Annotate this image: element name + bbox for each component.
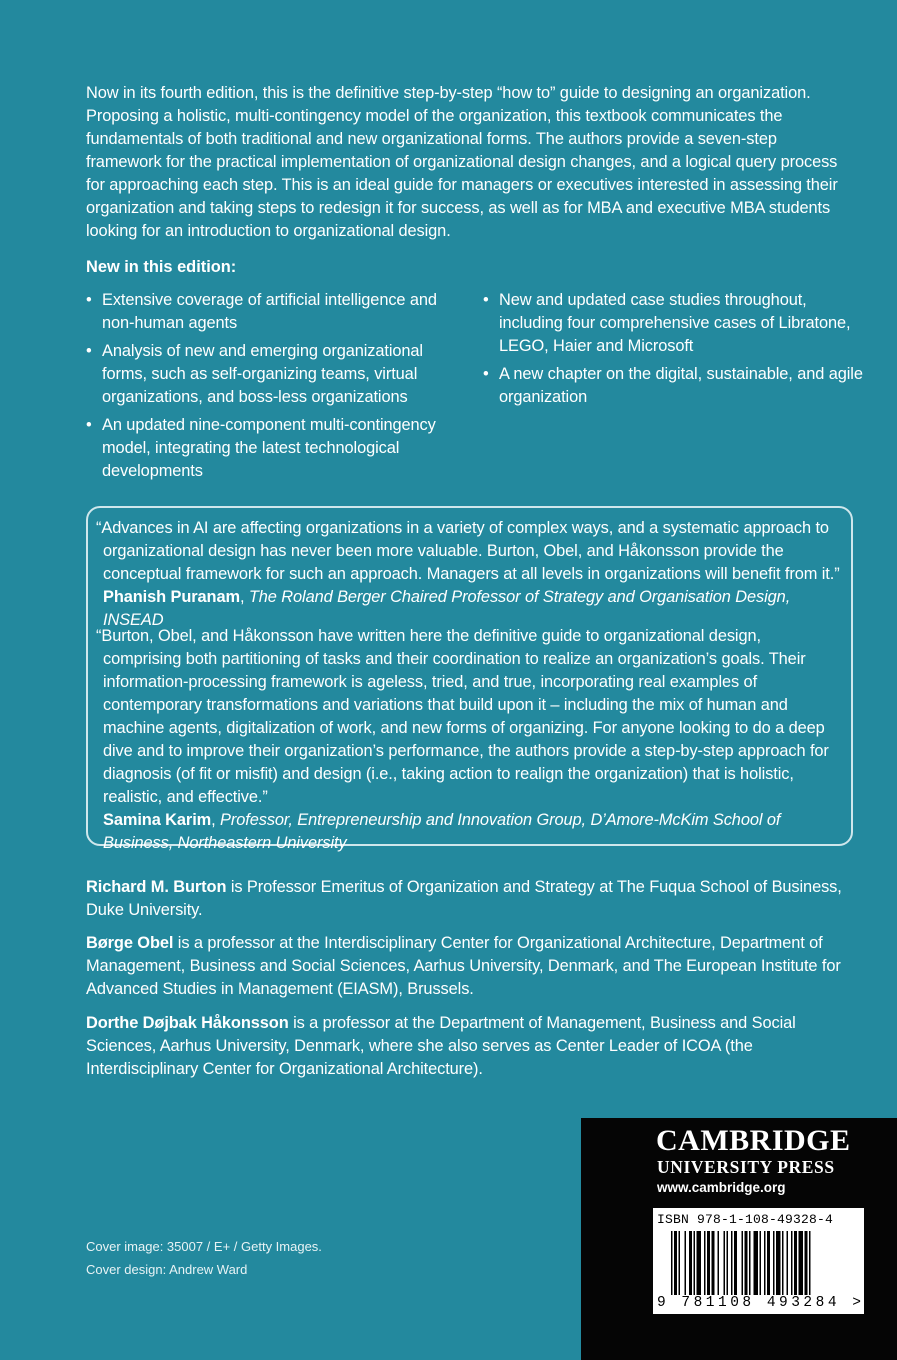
author-name: Dorthe Døjbak Håkonsson	[86, 1014, 289, 1032]
barcode-digits: 9 781108 493284 >	[657, 1295, 865, 1311]
quote-author-title: Professor, Entrepreneurship and Innovation Group, D’Amore-McKim School of Business, Northeastern University	[103, 811, 781, 852]
barcode-bar	[712, 1231, 715, 1295]
barcode-bar	[685, 1231, 687, 1295]
new-edition-list-left	[86, 289, 466, 488]
quote-text: “Burton, Obel, and Håkonsson have written here the definitive guide to organizational design, comprising both partitioning of tasks and their coordination to realize an organization’s goals. Their information-processing framework is ageless, tried, and true, incorporating real examples of contemporary transformations and variations that build upon it – including the mix of human and machine agents, digitalization of work, and new forms of organizing. For anyone looking to do a deep dive and to improve their organization’s performance, the authors provide a step-by-step approach for diagnosis (of fit or misfit) and design (i.e., taking action to realign the organization) that is holistic, realistic, and effective.”	[96, 627, 829, 806]
barcode-bar	[767, 1231, 770, 1295]
list-item: • New and updated case studies throughout, including four comprehensive cases of Libratone, LEGO, Haier and Microsoft	[483, 291, 851, 355]
barcode-bar	[749, 1231, 751, 1295]
barcode-bar	[791, 1231, 793, 1295]
cover-credits	[86, 1235, 322, 1281]
publisher-url: www.cambridge.org	[657, 1180, 786, 1195]
barcode-bar	[679, 1231, 681, 1295]
quote-author-title: The Roland Berger Chaired Professor of Strategy and Organisation Design, INSEAD	[103, 588, 791, 629]
list-item: • Analysis of new and emerging organizational forms, such as self-organizing teams, virtual organizations, and boss-less organizations	[86, 342, 423, 406]
barcode-bar	[689, 1231, 692, 1295]
author-name: Børge Obel	[86, 934, 174, 952]
barcode-bar	[760, 1231, 762, 1295]
author-bio: Dorthe Døjbak Håkonsson is a professor at the Department of Management, Business and Social Sciences, Aarhus University, Denmark, where she also serves as Center Leader of ICOA (the Interdisciplinary Center for Organizational Architecture).	[86, 1014, 796, 1078]
barcode-bar	[787, 1231, 789, 1295]
barcode-bar	[794, 1231, 797, 1295]
quote-attribution: Phanish Puranam, The Roland Berger Chaired Professor of Strategy and Organisation Design, INSEAD	[103, 588, 791, 629]
barcode-bar	[742, 1231, 744, 1295]
barcode-bar	[731, 1231, 733, 1295]
bullet-icon: •	[86, 416, 92, 434]
author-bio: Richard M. Burton is Professor Emeritus of Organization and Strategy at The Fuqua School of Business, Duke University.	[86, 878, 842, 919]
publisher-name-subline: UNIVERSITY PRESS	[657, 1157, 835, 1177]
quote-author-name: Samina Karim	[103, 811, 212, 829]
barcode-bar	[674, 1231, 677, 1295]
isbn-label: ISBN 978-1-108-49328-4	[657, 1212, 834, 1227]
barcode-bar	[724, 1231, 726, 1295]
bullet-icon: •	[483, 291, 489, 309]
barcode-bar	[782, 1231, 784, 1295]
endorsement-quote	[96, 517, 841, 632]
barcode-bar	[734, 1231, 737, 1295]
barcode-bar	[764, 1231, 766, 1295]
barcode-bar	[754, 1231, 759, 1295]
barcode-bar	[697, 1231, 702, 1295]
barcode-bar	[704, 1231, 706, 1295]
list-item: • An updated nine-component multi-contingency model, integrating the latest technological developments	[86, 416, 436, 480]
barcode-bar	[745, 1231, 748, 1295]
book-description: Now in its fourth edition, this is the definitive step-by-step “how to” guide to designing an organization. Proposing a holistic, multi-contingency model of the organization, this textbook communicates the fundamentals of both traditional and new organizational forms. The authors provide a seven-step framework for the practical implementation of organizational design changes, and a logical query process for approaching each step. This is an ideal guide for managers or executives interested in assessing their organization and taking steps to redesign it for success, as well as for MBA and executive MBA students looking for an introduction to organizational design.	[86, 84, 838, 240]
barcode-bars-icon	[671, 1231, 853, 1295]
author-bio: Børge Obel is a professor at the Interdisciplinary Center for Organizational Architecture, Department of Management, Business and Social Sciences, Aarhus University, Denmark, and The European Institute for Advanced Studies in Management (EIASM), Brussels.	[86, 934, 841, 998]
barcode-bar	[694, 1231, 696, 1295]
barcode-bar	[727, 1231, 729, 1295]
list-item: • Extensive coverage of artificial intelligence and non-human agents	[86, 291, 437, 332]
barcode-bar	[707, 1231, 710, 1295]
bullet-icon: •	[86, 342, 92, 360]
bullet-icon: •	[86, 291, 92, 309]
cover-design-credit: Cover design: Andrew Ward	[86, 1262, 248, 1277]
barcode-bar	[799, 1231, 804, 1295]
barcode-bar	[718, 1231, 720, 1295]
endorsement-quote	[96, 625, 841, 855]
new-edition-heading: New in this edition:	[86, 258, 237, 276]
quote-author-name: Phanish Puranam	[103, 588, 240, 606]
author-name: Richard M. Burton	[86, 878, 227, 896]
barcode-bar	[805, 1231, 808, 1295]
barcode-bar	[776, 1231, 781, 1295]
cover-image-credit: Cover image: 35007 / E+ / Getty Images.	[86, 1239, 322, 1254]
publisher-name: CAMBRIDGE	[656, 1124, 851, 1157]
bullet-icon: •	[483, 365, 489, 383]
list-item: • A new chapter on the digital, sustainable, and agile organization	[483, 365, 863, 406]
barcode-bar	[809, 1231, 811, 1295]
quote-attribution: Samina Karim, Professor, Entrepreneurship and Innovation Group, D’Amore-McKim School of Business, Northeastern University	[103, 811, 781, 852]
quote-text: “Advances in AI are affecting organizations in a variety of complex ways, and a systematic approach to organizational design has never been more valuable. Burton, Obel, and Håkonsson provide the conceptual framework for such an approach. Managers at all levels in organizations will benefit from it.”	[96, 519, 840, 583]
barcode-bar	[773, 1231, 775, 1295]
barcode-bar	[671, 1231, 673, 1295]
new-edition-list-right	[483, 289, 863, 414]
